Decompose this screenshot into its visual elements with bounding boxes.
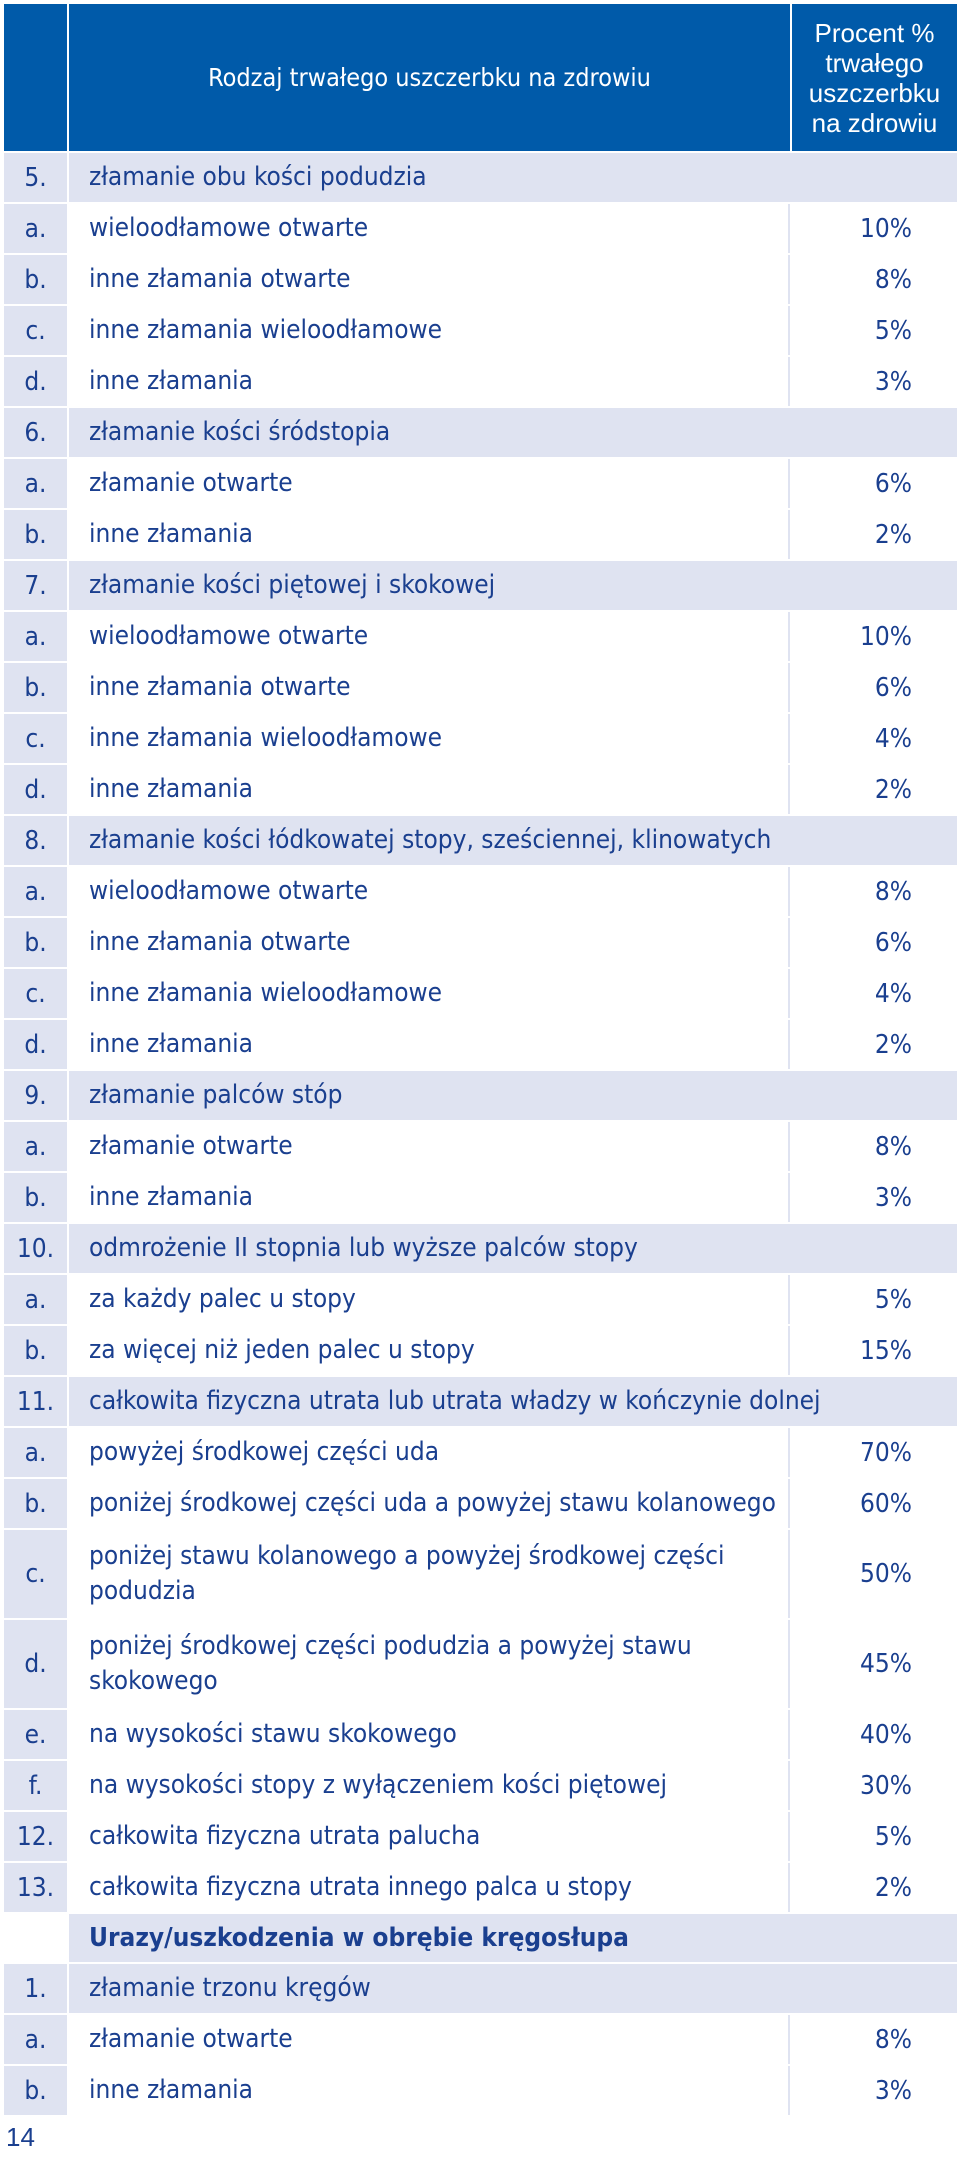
table-header [4, 4, 957, 151]
row-number: 9. [4, 1071, 69, 1120]
table-row [4, 1375, 957, 1426]
table-row [4, 1810, 957, 1861]
row-number: 10. [4, 1224, 69, 1273]
row-number: d. [4, 765, 69, 814]
row-number: c. [4, 1530, 69, 1618]
table-row [4, 304, 957, 355]
table-row [4, 610, 957, 661]
row-percent: 6% [790, 459, 957, 508]
row-description: złamanie trzonu kręgów [89, 1973, 371, 2003]
row-percent: 70% [790, 1428, 957, 1477]
row-number: d. [4, 1620, 69, 1708]
row-description: inne złamania otwarte [69, 918, 790, 967]
row-description: inne złamania [69, 510, 790, 559]
table-row [4, 1120, 957, 1171]
row-percent: 8% [790, 255, 957, 304]
row-percent: 10% [790, 612, 957, 661]
row-percent: 10% [790, 204, 957, 253]
row-percent: 2% [790, 765, 957, 814]
row-number: 5. [4, 153, 69, 202]
table-row [4, 1962, 957, 2013]
row-description: wieloodłamowe otwarte [69, 867, 790, 916]
row-percent: 30% [790, 1761, 957, 1810]
row-number: 6. [4, 408, 69, 457]
row-percent: 2% [790, 1020, 957, 1069]
row-percent: 5% [790, 1275, 957, 1324]
table-row [4, 2013, 957, 2064]
row-description: inne złamania [69, 2066, 790, 2115]
row-number: a. [4, 1428, 69, 1477]
table-row [4, 1171, 957, 1222]
row-percent: 8% [790, 2015, 957, 2064]
row-description: wieloodłamowe otwarte [69, 612, 790, 661]
table-row [4, 1018, 957, 1069]
row-number: b. [4, 918, 69, 967]
row-number: f. [4, 1761, 69, 1810]
row-number: b. [4, 255, 69, 304]
table-row [4, 2064, 957, 2115]
row-description: inne złamania wieloodłamowe [69, 306, 790, 355]
table-row [4, 763, 957, 814]
row-description: całkowita fizyczna utrata palucha [69, 1812, 790, 1861]
row-number: b. [4, 1173, 69, 1222]
section-title: Urazy/uszkodzenia w obrębie kręgosłupa [89, 1922, 629, 1953]
row-description: inne złamania [69, 765, 790, 814]
row-number: a. [4, 612, 69, 661]
row-number: c. [4, 714, 69, 763]
section-heading-row [4, 1912, 957, 1962]
row-description: złamanie obu kości podudzia [89, 162, 427, 192]
row-description: wieloodłamowe otwarte [69, 204, 790, 253]
table-row [4, 1069, 957, 1120]
table-row [4, 253, 957, 304]
row-number: 8. [4, 816, 69, 865]
row-percent: 6% [790, 918, 957, 967]
row-description: za więcej niż jeden palec u stopy [69, 1326, 790, 1375]
table-row [4, 865, 957, 916]
table-row [4, 355, 957, 406]
row-description: poniżej stawu kolanowego a powyżej środkowej części podudzia [69, 1530, 790, 1618]
row-number: a. [4, 459, 69, 508]
row-description: całkowita fizyczna utrata lub utrata władzy w kończynie dolnej [89, 1386, 821, 1416]
row-percent: 50% [790, 1530, 957, 1618]
row-description: całkowita fizyczna utrata innego palca u stopy [69, 1863, 790, 1912]
table-row [4, 814, 957, 865]
table-row [4, 1324, 957, 1375]
row-percent: 60% [790, 1479, 957, 1528]
table-row [4, 1273, 957, 1324]
row-description: inne złamania otwarte [69, 255, 790, 304]
row-number: 13. [4, 1863, 69, 1912]
table-row [4, 406, 957, 457]
row-percent: 3% [790, 1173, 957, 1222]
table-row [4, 559, 957, 610]
row-description: inne złamania [69, 1020, 790, 1069]
row-percent: 2% [790, 1863, 957, 1912]
row-description: złamanie otwarte [69, 459, 790, 508]
row-description: złamanie kości śródstopia [89, 417, 391, 447]
row-number: 12. [4, 1812, 69, 1861]
table-row [4, 457, 957, 508]
row-number: a. [4, 2015, 69, 2064]
table-row [4, 1477, 957, 1528]
row-description: złamanie palców stóp [89, 1080, 343, 1110]
row-number: b. [4, 1479, 69, 1528]
row-percent: 15% [790, 1326, 957, 1375]
table-body [4, 151, 957, 2115]
row-number: a. [4, 1122, 69, 1171]
row-description: poniżej środkowej części podudzia a powyżej stawu skokowego [69, 1620, 790, 1708]
row-description: na wysokości stopy z wyłączeniem kości piętowej [69, 1761, 790, 1810]
row-number: d. [4, 1020, 69, 1069]
row-number: b. [4, 1326, 69, 1375]
table-row [4, 1426, 957, 1477]
table-row [4, 508, 957, 559]
row-number: d. [4, 357, 69, 406]
row-number: 7. [4, 561, 69, 610]
row-number: e. [4, 1710, 69, 1759]
table-row [4, 1222, 957, 1273]
row-description: inne złamania [69, 1173, 790, 1222]
row-description: inne złamania wieloodłamowe [69, 714, 790, 763]
header-number-column [4, 4, 69, 151]
row-number: c. [4, 969, 69, 1018]
row-number: a. [4, 867, 69, 916]
header-percent-column: Procent % trwałego uszczerbku na zdrowiu [792, 4, 957, 151]
row-number [4, 1914, 69, 1962]
table-row [4, 1528, 957, 1618]
table-row [4, 712, 957, 763]
row-percent: 8% [790, 1122, 957, 1171]
row-percent: 4% [790, 969, 957, 1018]
row-description: inne złamania otwarte [69, 663, 790, 712]
row-number: a. [4, 204, 69, 253]
row-percent: 5% [790, 1812, 957, 1861]
table-row [4, 202, 957, 253]
table-row [4, 1618, 957, 1708]
row-description: za każdy palec u stopy [69, 1275, 790, 1324]
table-row [4, 916, 957, 967]
row-description: inne złamania wieloodłamowe [69, 969, 790, 1018]
page-number: 14 [6, 2122, 35, 2152]
row-description: inne złamania [69, 357, 790, 406]
row-description: złamanie otwarte [69, 2015, 790, 2064]
row-description: złamanie kości piętowej i skokowej [89, 570, 496, 600]
row-percent: 3% [790, 2066, 957, 2115]
injury-percentage-table [4, 4, 957, 2115]
row-percent: 5% [790, 306, 957, 355]
row-description: poniżej środkowej części uda a powyżej stawu kolanowego [69, 1479, 790, 1528]
row-description: powyżej środkowej części uda [69, 1428, 790, 1477]
row-percent: 40% [790, 1710, 957, 1759]
row-number: b. [4, 663, 69, 712]
row-number: c. [4, 306, 69, 355]
row-percent: 4% [790, 714, 957, 763]
row-percent: 2% [790, 510, 957, 559]
row-number: 1. [4, 1964, 69, 2013]
row-number: b. [4, 2066, 69, 2115]
row-percent: 6% [790, 663, 957, 712]
row-description: złamanie otwarte [69, 1122, 790, 1171]
table-row [4, 1708, 957, 1759]
row-description: odmrożenie II stopnia lub wyższe palców stopy [89, 1233, 638, 1263]
table-row [4, 151, 957, 202]
header-description-column: Rodzaj trwałego uszczerbku na zdrowiu [69, 4, 792, 151]
row-description: złamanie kości łódkowatej stopy, sześciennej, klinowatych [89, 825, 772, 855]
row-number: b. [4, 510, 69, 559]
row-percent: 45% [790, 1620, 957, 1708]
table-row [4, 1861, 957, 1912]
row-number: a. [4, 1275, 69, 1324]
row-description: na wysokości stawu skokowego [69, 1710, 790, 1759]
table-row [4, 967, 957, 1018]
row-number: 11. [4, 1377, 69, 1426]
row-percent: 3% [790, 357, 957, 406]
table-row [4, 661, 957, 712]
row-percent: 8% [790, 867, 957, 916]
table-row [4, 1759, 957, 1810]
